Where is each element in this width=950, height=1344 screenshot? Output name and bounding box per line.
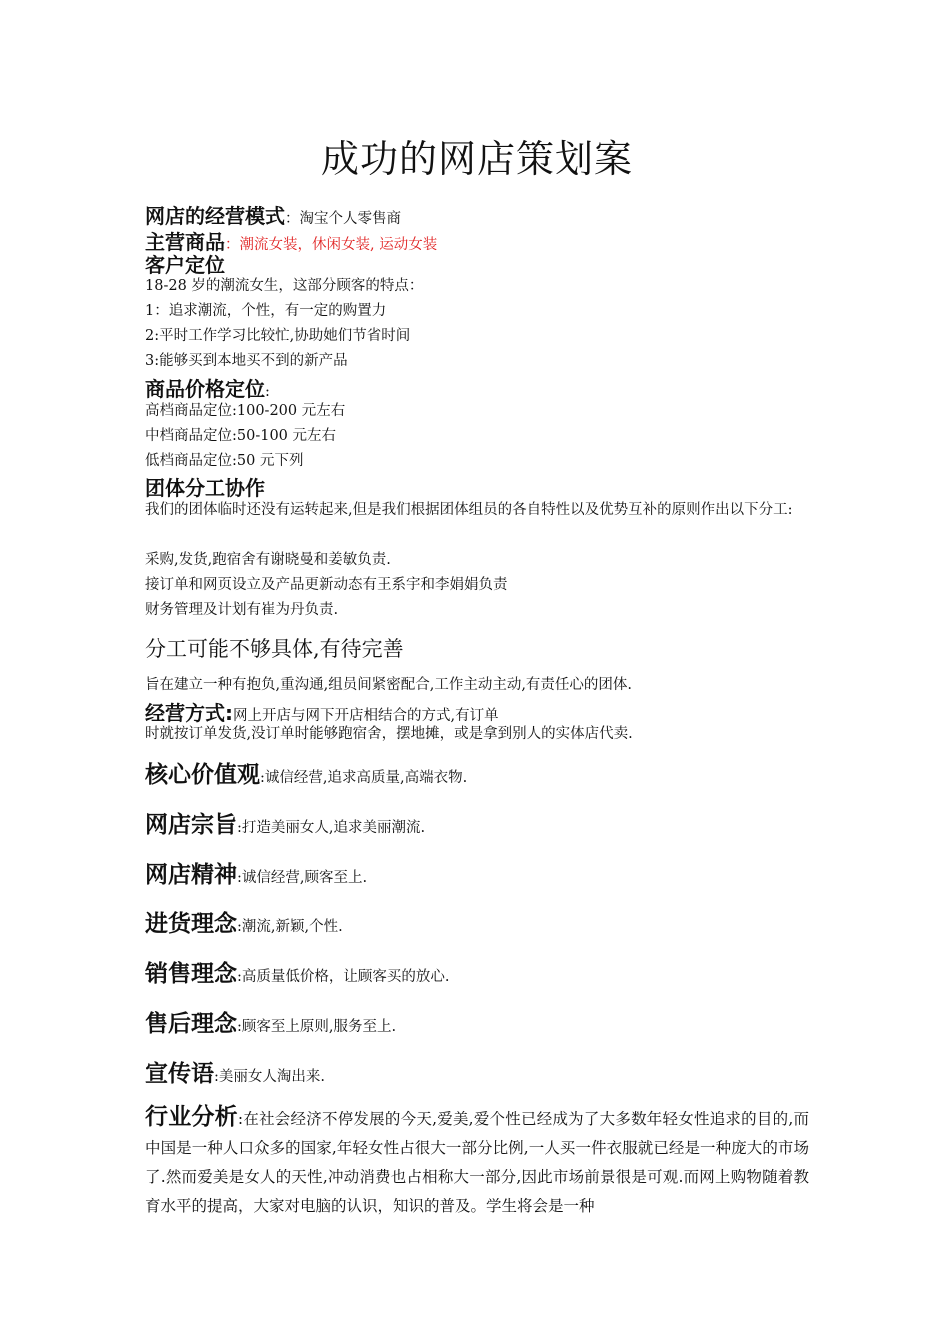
- value-row: [145, 856, 809, 889]
- value-label: 售后理念: [145, 1011, 237, 1037]
- team-line: 财务管理及计划有崔为丹负责.: [145, 602, 339, 618]
- pricing-heading-row: [145, 373, 809, 402]
- document-title: 成功的网店策划案: [320, 137, 633, 181]
- main-products-value: 潮流女装，休闲女装, 运动女装: [239, 237, 438, 253]
- industry-label: 行业分析: [145, 1104, 238, 1130]
- operation-continued: 时就按订单发货,没订单时能够跑宿舍，摆地摊，或是拿到别人的实体店代卖.: [145, 726, 633, 742]
- value-text: :潮流,新颖,个性.: [237, 919, 343, 935]
- value-row: [145, 756, 809, 789]
- main-products-label: 主营商品: [145, 230, 225, 254]
- value-label: 核心价值观: [145, 762, 260, 788]
- value-label: 进货理念: [145, 911, 237, 937]
- team-heading: 团体分工协作: [145, 476, 265, 500]
- pricing-sep: :: [265, 384, 270, 400]
- customer-line: 3:能够买到本地买不到的新产品: [145, 353, 348, 369]
- business-mode-sep: ：: [285, 211, 300, 227]
- operation-value: 网上开店与网下开店相结合的方式,有订单: [233, 708, 499, 724]
- operation-label: 经营方式:: [145, 701, 233, 725]
- pricing-heading: 商品价格定位: [145, 377, 265, 401]
- value-text: :诚信经营,顾客至上.: [237, 870, 368, 886]
- operation-row: [145, 697, 809, 726]
- customer-heading: 客户定位: [145, 253, 225, 277]
- industry-analysis: [145, 1103, 809, 1221]
- business-mode-label: 网店的经营模式: [145, 204, 285, 228]
- pricing-line: 高档商品定位:100-200 元左右: [145, 403, 346, 419]
- value-row: [145, 955, 809, 988]
- value-row: [145, 1005, 809, 1038]
- main-products-sep: ：: [225, 237, 240, 253]
- pricing-line: 低档商品定位:50 元下列: [145, 453, 304, 469]
- business-mode-value: 淘宝个人零售商: [299, 211, 401, 227]
- customer-line: 18-28 岁的潮流女生，这部分顾客的特点：: [145, 278, 424, 294]
- pricing-line: 中档商品定位:50-100 元左右: [145, 428, 337, 444]
- industry-text: :在社会经济不停发展的今天,爱美,爱个性已经成为了大多数年轻女性追求的目的,而中国是一种人口众多的国家,年轻女性占很大一部分比例,一人买一件衣服就已经是一种庞大的市场了.然而爱美是女人的天性,冲动消费也占相称大一部分,因此市场前景很是可观.而网上购物随着教育水平的提高，大家对电脑的认识，知识的普及。学生将会是一种: [145, 1110, 809, 1215]
- team-note: 分工可能不够具体,有待完善: [145, 637, 404, 661]
- value-text: :诚信经营,追求高质量,高端衣物.: [260, 770, 468, 786]
- customer-line: 1：追求潮流，个性，有一定的购置力: [145, 303, 387, 319]
- customer-line: 2:平时工作学习比较忙,协助她们节省时间: [145, 328, 411, 344]
- team-aim: 旨在建立一种有抱负,重沟通,组员间紧密配合,工作主动主动,有责任心的团体.: [145, 677, 633, 693]
- value-label: 宣传语: [145, 1061, 214, 1087]
- value-text: :高质量低价格，让顾客买的放心.: [237, 969, 450, 985]
- value-text: :美丽女人淘出来.: [214, 1069, 325, 1085]
- team-intro: 我们的团体临时还没有运转起来,但是我们根据团体组员的各自特性以及优势互补的原则作出以下分工:: [145, 502, 793, 518]
- value-label: 销售理念: [145, 961, 237, 987]
- value-row: [145, 1055, 809, 1088]
- team-line: 接订单和网页设立及产品更新动态有王系宇和李娟娟负责: [145, 577, 508, 593]
- value-text: :顾客至上原则,服务至上.: [237, 1019, 397, 1035]
- value-row: [145, 905, 809, 938]
- team-line: 采购,发货,跑宿舍有谢晓曼和姜敏负责.: [145, 552, 391, 568]
- value-label: 网店宗旨: [145, 812, 237, 838]
- value-row: [145, 806, 809, 839]
- value-text: :打造美丽女人,追求美丽潮流.: [237, 820, 426, 836]
- value-label: 网店精神: [145, 862, 237, 888]
- business-mode-row: [145, 200, 809, 229]
